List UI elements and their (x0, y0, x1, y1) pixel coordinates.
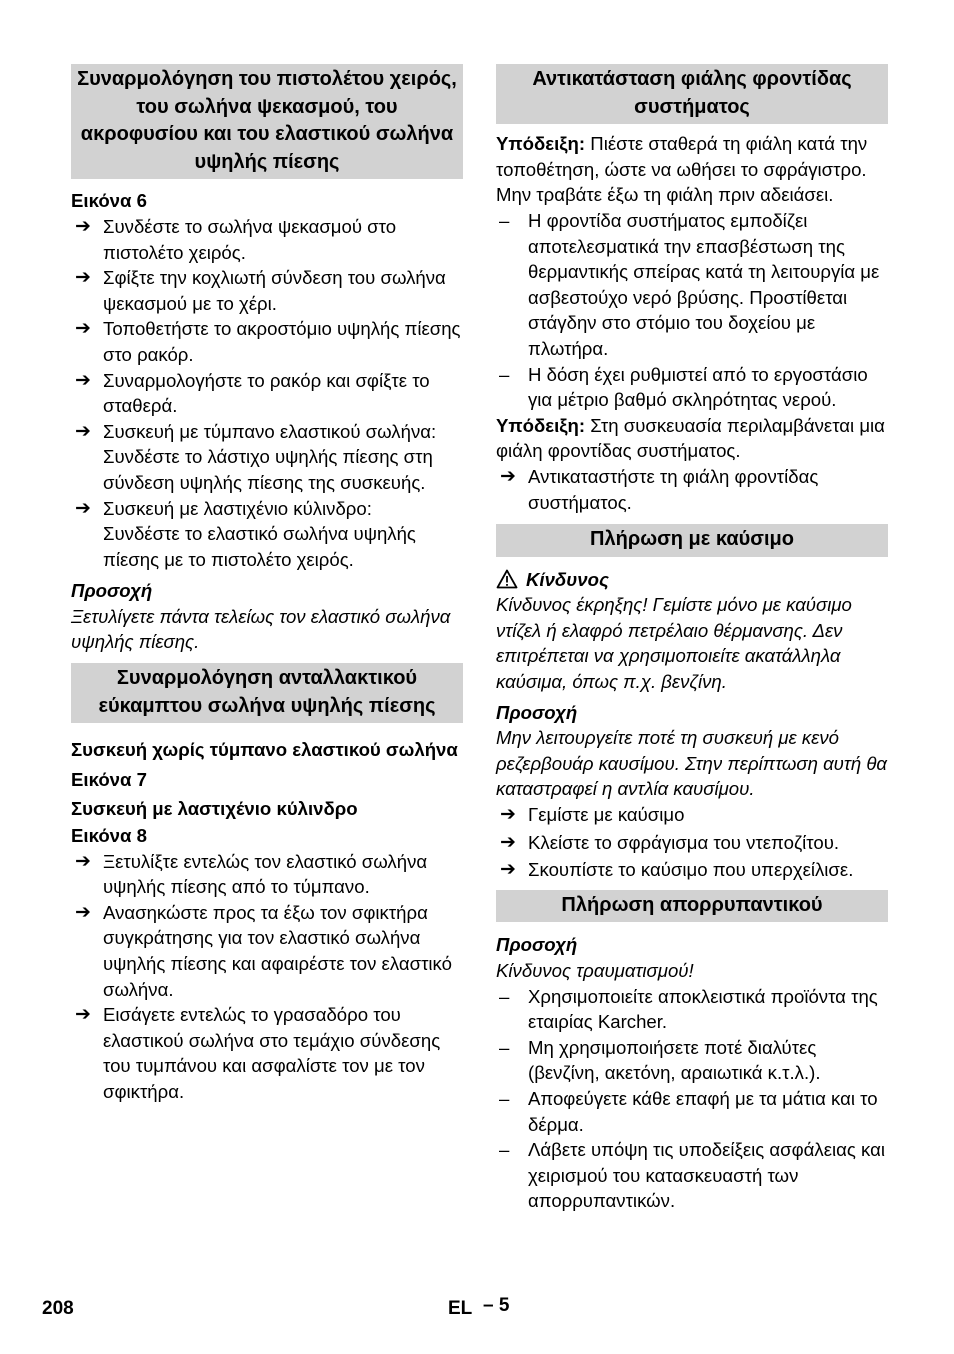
step-item: ➔ Σφίξτε την κοχλιωτή σύνδεση του σωλήνα ψεκασμού με το χέρι. (75, 267, 446, 314)
figure-ref-6: Εικόνα 6 (71, 190, 147, 212)
step-item: ➔ Συσκευή με τύμπανο ελαστικού σωλήνα: (71, 419, 463, 445)
dash-item: – Λάβετε υπόψη τις υποδείξεις ασφάλειας και χειρισμού του κατασκευαστή των απορρυπαντικών. (499, 1139, 885, 1212)
section-heading-care-bottle: Αντικατάσταση φιάλης φροντίδας συστήματος (496, 64, 888, 124)
dash-item: – Η δόση έχει ρυθμιστεί από το εργοστάσιο για μέτριο βαθμό σκληρότητας νερού. (499, 363, 868, 411)
subheading-with-reel: Συσκευή με λαστιχένιο κύλινδρο (71, 798, 358, 820)
arrow-right-icon: ➔ (75, 267, 91, 289)
step-item: ➔ Συσκευή με λαστιχένιο κύλινδρο: (71, 496, 463, 522)
section-heading-detergent: Πλήρωση απορρυπαντικού (496, 890, 888, 923)
note-paragraph (496, 131, 888, 208)
left-column (71, 64, 463, 1105)
arrow-right-icon: ➔ (500, 859, 516, 881)
step-item: ➔ Τοποθετήστε το ακροστόμιο υψηλής πίεσης στο ρακόρ. (75, 318, 461, 365)
arrow-right-icon: ➔ (500, 831, 516, 853)
caution-text: Κίνδυνος τραυματισμού! (496, 960, 694, 981)
right-column (496, 64, 888, 1214)
danger-text: Κίνδυνος έκρηξης! Γεμίστε μόνο με καύσιμο ντίζελ ή ελαφρό πετρέλαιο θέρμανσης. Δεν επιτρέπεται να χρησιμοποιείτε ακατάλληλα καύσιμα, όπως π.χ. βενζίνη. (496, 594, 852, 693)
caution-text: Ξετυλίγετε πάντα τελείως τον ελαστικό σωλήνα υψηλής πίεσης. (71, 605, 451, 653)
caution-label: Προσοχή (496, 934, 578, 956)
arrow-right-icon: ➔ (75, 1004, 91, 1026)
arrow-right-icon: ➔ (75, 318, 91, 340)
dash-item: – Χρησιμοποιείτε αποκλειστικά προϊόντα της εταιρίας Karcher. (499, 985, 878, 1033)
language-code: EL (448, 1298, 473, 1319)
danger-label: Κίνδυνος (526, 568, 609, 590)
dash-item: – Μη χρησιμοποιήσετε ποτέ διαλύτες (βενζίνη, ακετόνη, αραιωτικά κ.τ.λ.). (499, 1036, 821, 1084)
step-item: ➔ Κλείστε το σφράγισμα του ντεποζίτου. (496, 830, 888, 856)
warning-triangle-icon (496, 569, 518, 589)
step-item: ➔ Γεμίστε με καύσιμο (496, 802, 888, 828)
note-label: Υπόδειξη: (496, 133, 586, 155)
step-item: ➔ Αντικαταστήστε τη φιάλη φροντίδας συστήματος. (500, 465, 819, 513)
section-number: – 5 (483, 1295, 510, 1316)
danger-heading (496, 567, 888, 593)
step-item: ➔ Συνδέστε το σωλήνα ψεκασμού στο πιστολέτο χειρός. (75, 215, 397, 263)
figure-ref-8: Εικόνα 8 (71, 825, 147, 847)
arrow-right-icon: ➔ (75, 369, 91, 391)
subheading-no-drum: Συσκευή χωρίς τύμπανο ελαστικού σωλήνα (71, 739, 458, 761)
step-item: ➔ Συναρμολογήστε το ρακόρ και σφίξτε το σταθερά. (75, 369, 430, 417)
note-text: Πιέστε σταθερά τη φιάλη κατά την τοποθέτηση, ώστε να ωθήσει το σφράγιστρο. Μην τραβάτε έξω τη φιάλη πριν αδειάσει. (496, 133, 868, 206)
step-detail: Συνδέστε το λάστιχο υψηλής πίεσης στη σύνδεση υψηλής πίεσης της συσκευής. (103, 446, 433, 493)
caution-text: Μην λειτουργείτε ποτέ τη συσκευή με κενό ρεζερβουάρ καυσίμου. Στην περίπτωση αυτή θα καταστραφεί η αντλία καυσίμου. (496, 727, 888, 800)
caution-label: Προσοχή (496, 701, 578, 723)
note-label: Υπόδειξη: (496, 414, 586, 436)
step-item: ➔ Σκουπίστε το καύσιμο που υπερχείλισε. (496, 857, 888, 883)
section-heading-replacement-hose: Συναρμολόγηση ανταλλακτικού εύκαμπτου σωλήνα υψηλής πίεσης (71, 663, 463, 723)
arrow-right-icon: ➔ (500, 804, 516, 826)
note-text: Στη συσκευασία περιλαμβάνεται μια φιάλη φροντίδας συστήματος. (496, 414, 885, 462)
step-item: ➔ Ανασηκώστε προς τα έξω τον σφικτήρα συγκράτησης για τον ελαστικό σωλήνα υψηλής πίεσης και αφαιρέστε τον ελαστικό σωλήνα. (75, 901, 452, 1000)
arrow-right-icon: ➔ (75, 901, 91, 923)
arrow-right-icon: ➔ (75, 850, 91, 872)
arrow-right-icon: ➔ (500, 465, 516, 487)
dash-item: – Αποφεύγετε κάθε επαφή με τα μάτια και το δέρμα. (499, 1087, 878, 1135)
dash-item: – Η φροντίδα συστήματος εμποδίζει αποτελεσματικά την επασβέστωση της θερμαντικής σπείρας κατά τη λειτουργία με ασβεστούχο νερό βρύσης. Προστίθεται στάγδην στο στόμιο του δοχείου με πλωτήρα. (499, 209, 880, 359)
step-detail: Συνδέστε το ελαστικό σωλήνα υψηλής πίεσης με το πιστολέτο χειρός. (103, 523, 416, 570)
section-heading-fuel: Πλήρωση με καύσιμο (496, 524, 888, 557)
caution-label: Προσοχή (71, 580, 153, 602)
arrow-right-icon: ➔ (75, 215, 91, 237)
arrow-right-icon: ➔ (75, 420, 91, 442)
step-item: ➔ Εισάγετε εντελώς το γρασαδόρο του ελαστικού σωλήνα στο τεμάχιο σύνδεσης του τυμπάνου και ασφαλίστε τον με τον σφικτήρα. (75, 1004, 441, 1102)
note-paragraph (496, 413, 888, 464)
step-item: ➔ Ξετυλίξτε εντελώς τον ελαστικό σωλήνα υψηλής πίεσης από το τύμπανο. (75, 850, 428, 898)
section-heading-assembly: Συναρμολόγηση του πιστολέτου χειρός, του σωλήνα ψεκασμού, του ακροφυσίου και του ελαστικού σωλήνα υψηλής πίεσης (71, 64, 463, 179)
arrow-right-icon: ➔ (75, 497, 91, 519)
figure-ref-7: Εικόνα 7 (71, 768, 147, 790)
page-number: 208 (42, 1298, 74, 1319)
